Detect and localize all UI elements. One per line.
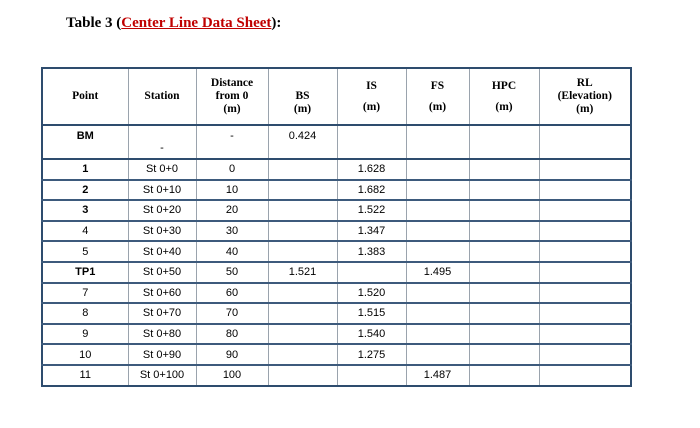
cell-bs: [268, 344, 337, 365]
cell-point: 4: [42, 221, 128, 242]
cell-distance: 30: [196, 221, 268, 242]
cell-point: 3: [42, 200, 128, 221]
cell-point: 2: [42, 180, 128, 201]
cell-fs: [406, 283, 469, 304]
cell-station: St 0+20: [128, 200, 196, 221]
header-fs: [406, 68, 469, 125]
cell-hpc: [469, 125, 539, 159]
cell-is: 1.515: [337, 303, 406, 324]
cell-distance: 100: [196, 365, 268, 386]
table-row: [42, 200, 631, 221]
header-row: [42, 68, 631, 125]
cell-is: 1.275: [337, 344, 406, 365]
cell-distance: 20: [196, 200, 268, 221]
cell-rl: [539, 159, 631, 180]
cell-bs: 1.521: [268, 262, 337, 283]
cell-hpc: [469, 303, 539, 324]
cell-is: 1.628: [337, 159, 406, 180]
header-is-line-1: IS: [366, 79, 377, 92]
cell-fs: [406, 159, 469, 180]
table-row: [42, 303, 631, 324]
cell-fs: [406, 324, 469, 345]
cell-rl: [539, 344, 631, 365]
cell-fs: [406, 125, 469, 159]
cell-fs: [406, 303, 469, 324]
cell-rl: [539, 200, 631, 221]
header-bs-line-2: (m): [293, 102, 312, 115]
cell-bs: [268, 241, 337, 262]
cell-point: 7: [42, 283, 128, 304]
cell-bs: [268, 159, 337, 180]
cell-station: -: [128, 125, 196, 159]
cell-bs: [268, 365, 337, 386]
header-hpc-line-1: HPC: [491, 79, 517, 92]
cell-hpc: [469, 241, 539, 262]
header-distance: [196, 68, 268, 125]
cell-distance: 50: [196, 262, 268, 283]
header-hpc: [469, 68, 539, 125]
cell-station: St 0+40: [128, 241, 196, 262]
header-is: [337, 68, 406, 125]
cell-rl: [539, 125, 631, 159]
cell-station: St 0+90: [128, 344, 196, 365]
header-bs-line-1: BS: [295, 89, 310, 102]
cell-distance: 40: [196, 241, 268, 262]
cell-station: St 0+10: [128, 180, 196, 201]
cell-is: [337, 262, 406, 283]
cell-distance: -: [196, 125, 268, 159]
cell-distance: 0: [196, 159, 268, 180]
cell-hpc: [469, 180, 539, 201]
cell-fs: [406, 344, 469, 365]
cell-rl: [539, 180, 631, 201]
center-line-data-table: [41, 67, 632, 387]
cell-is: 1.383: [337, 241, 406, 262]
cell-rl: [539, 324, 631, 345]
bm-row: [42, 125, 631, 159]
cell-bs: [268, 200, 337, 221]
cell-distance: 60: [196, 283, 268, 304]
table-row: [42, 241, 631, 262]
header-distance-line-1: Distance: [210, 77, 254, 89]
header-distance-line-3: (m): [223, 103, 241, 115]
cell-fs: [406, 180, 469, 201]
cell-is: 1.682: [337, 180, 406, 201]
table-row: [42, 159, 631, 180]
header-rl: [539, 68, 631, 125]
cell-is: 1.347: [337, 221, 406, 242]
table-row: [42, 180, 631, 201]
cell-point: 5: [42, 241, 128, 262]
cell-fs: [406, 221, 469, 242]
header-fs-line-1: FS: [430, 79, 445, 92]
header-hpc-line-2: (m): [495, 100, 513, 113]
cell-rl: [539, 303, 631, 324]
table-row: [42, 262, 631, 283]
cell-is: 1.520: [337, 283, 406, 304]
header-rl-line-1: RL: [576, 77, 593, 89]
cell-hpc: [469, 200, 539, 221]
cell-distance: 90: [196, 344, 268, 365]
cell-bs: 0.424: [268, 125, 337, 159]
cell-hpc: [469, 262, 539, 283]
cell-bs: [268, 303, 337, 324]
caption-link[interactable]: Center Line Data Sheet: [121, 15, 272, 31]
cell-rl: [539, 221, 631, 242]
header-rl-line-3: (m): [576, 103, 594, 115]
cell-is: [337, 125, 406, 159]
header-distance-line-2: from 0: [215, 90, 249, 102]
cell-is: 1.522: [337, 200, 406, 221]
cell-fs: [406, 241, 469, 262]
table-row: [42, 283, 631, 304]
cell-station: St 0+30: [128, 221, 196, 242]
header-is-line-2: (m): [362, 100, 381, 113]
cell-station: St 0+70: [128, 303, 196, 324]
cell-station: St 0+100: [128, 365, 196, 386]
cell-is: 1.540: [337, 324, 406, 345]
cell-station: St 0+0: [128, 159, 196, 180]
table-caption: [66, 15, 281, 32]
cell-point: BM: [42, 125, 128, 159]
cell-point: 11: [42, 365, 128, 386]
cell-bs: [268, 324, 337, 345]
cell-point: 8: [42, 303, 128, 324]
cell-hpc: [469, 365, 539, 386]
cell-rl: [539, 262, 631, 283]
cell-point: 10: [42, 344, 128, 365]
caption-close: ):: [271, 15, 282, 31]
cell-rl: [539, 283, 631, 304]
header-fs-line-2: (m): [428, 100, 447, 113]
header-point: Point: [42, 68, 128, 125]
cell-hpc: [469, 283, 539, 304]
caption-open: (: [116, 15, 122, 31]
cell-hpc: [469, 324, 539, 345]
cell-bs: [268, 180, 337, 201]
cell-point: 9: [42, 324, 128, 345]
cell-station: St 0+80: [128, 324, 196, 345]
cell-hpc: [469, 344, 539, 365]
cell-distance: 70: [196, 303, 268, 324]
cell-rl: [539, 241, 631, 262]
cell-bs: [268, 283, 337, 304]
cell-hpc: [469, 221, 539, 242]
table-row: [42, 365, 631, 386]
table-row: [42, 221, 631, 242]
cell-station: St 0+60: [128, 283, 196, 304]
cell-hpc: [469, 159, 539, 180]
table-row: [42, 344, 631, 365]
cell-fs: 1.487: [406, 365, 469, 386]
cell-fs: [406, 200, 469, 221]
cell-rl: [539, 365, 631, 386]
table-row: [42, 324, 631, 345]
cell-station: St 0+50: [128, 262, 196, 283]
header-rl-line-2: (Elevation): [557, 90, 612, 102]
cell-distance: 10: [196, 180, 268, 201]
header-station: Station: [128, 68, 196, 125]
caption-prefix: Table 3: [66, 15, 117, 31]
cell-point: TP1: [42, 262, 128, 283]
cell-is: [337, 365, 406, 386]
cell-fs: 1.495: [406, 262, 469, 283]
cell-point: 1: [42, 159, 128, 180]
cell-distance: 80: [196, 324, 268, 345]
header-bs: [268, 68, 337, 125]
cell-bs: [268, 221, 337, 242]
